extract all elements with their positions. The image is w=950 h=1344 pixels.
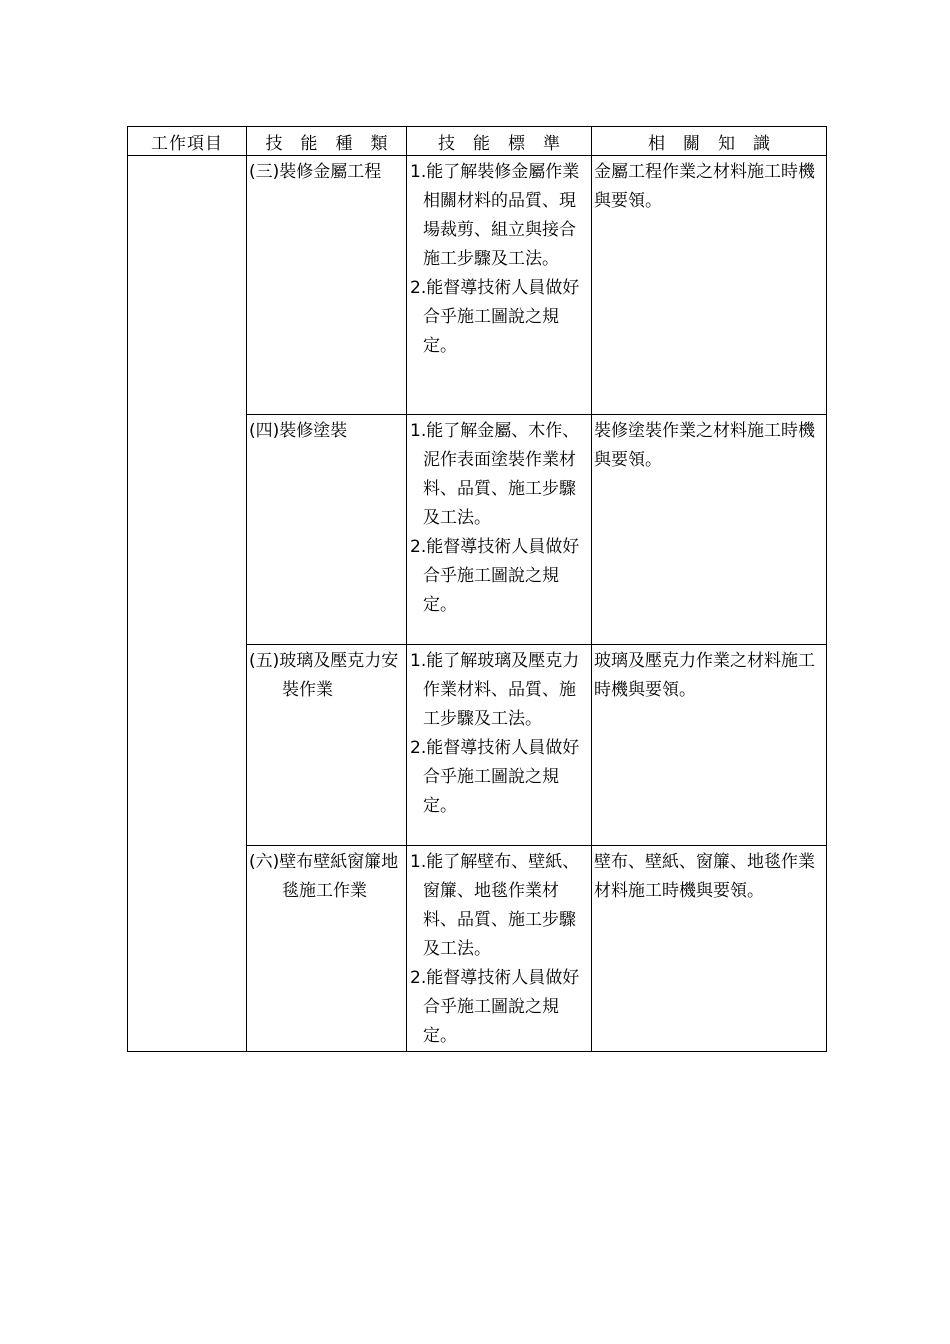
knowledge-cell: 玻璃及壓克力作業之材料施工時機與要領。 bbox=[592, 645, 827, 846]
standard-item: 2.能督導技術人員做好合乎施工圖說之規定。 bbox=[410, 537, 580, 615]
standard-list bbox=[407, 156, 591, 361]
knowledge-cell: 壁布、壁紙、窗簾、地毯作業材料施工時機與要領。 bbox=[592, 846, 827, 1052]
standard-item: 1.能了解金屬、木作、泥作表面塗裝作業材料、品質、施工步驟及工法。 bbox=[410, 421, 580, 528]
standard-cell bbox=[407, 846, 592, 1052]
header-work-item: 工作項目 bbox=[128, 127, 247, 156]
standard-item: 2.能督導技術人員做好合乎施工圖說之規定。 bbox=[410, 738, 580, 816]
header-row bbox=[128, 127, 827, 156]
table-row bbox=[128, 156, 827, 415]
standard-list bbox=[407, 846, 591, 1051]
standard-item: 2.能督導技術人員做好合乎施工圖說之規定。 bbox=[410, 968, 580, 1046]
header-skill-type: 技能種類 bbox=[247, 127, 407, 156]
header-related-knowledge: 相關知識 bbox=[592, 127, 827, 156]
skills-table bbox=[127, 126, 827, 1052]
standard-item: 1.能了解裝修金屬作業相關材料的品質、現場裁剪、組立與接合施工步驟及工法。 bbox=[410, 162, 580, 269]
standard-item: 1.能了解壁布、壁紙、窗簾、地毯作業材料、品質、施工步驟及工法。 bbox=[410, 852, 580, 959]
category-cell: (四)裝修塗裝 bbox=[247, 415, 407, 645]
category-cell: (六)壁布壁紙窗簾地毯施工作業 bbox=[247, 846, 407, 1052]
standard-list bbox=[407, 645, 591, 821]
standard-cell bbox=[407, 645, 592, 846]
standard-cell bbox=[407, 415, 592, 645]
category-cell: (三)裝修金屬工程 bbox=[247, 156, 407, 415]
knowledge-cell: 金屬工程作業之材料施工時機與要領。 bbox=[592, 156, 827, 415]
work-item-cell bbox=[128, 156, 247, 1052]
standard-list bbox=[407, 415, 591, 620]
standard-item: 1.能了解玻璃及壓克力作業材料、品質、施工步驟及工法。 bbox=[410, 651, 580, 729]
standard-item: 2.能督導技術人員做好合乎施工圖說之規定。 bbox=[410, 278, 580, 356]
knowledge-cell: 裝修塗裝作業之材料施工時機與要領。 bbox=[592, 415, 827, 645]
category-cell: (五)玻璃及壓克力安裝作業 bbox=[247, 645, 407, 846]
standard-cell bbox=[407, 156, 592, 415]
header-skill-standard: 技能標準 bbox=[407, 127, 592, 156]
